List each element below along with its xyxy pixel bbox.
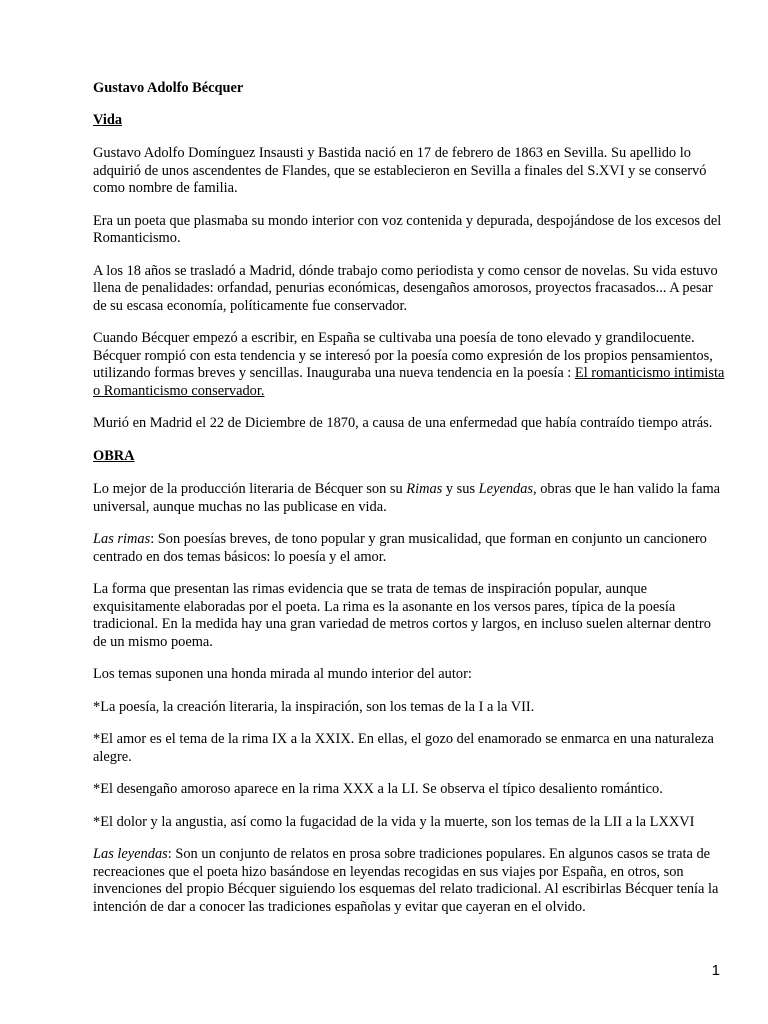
leyendas-text: : Son un conjunto de relatos en prosa sobre tradiciones populares. En algunos casos se trata de recreaciones que el poeta hizo basándose en leyendas recogidas en sus viajes por España, en otros, son invenciones del propio Bécquer siguiendo los esquemas del relato tradicional. Al escribirlas Bécquer tenía la intención de dar a conocer las tradiciones españolas y evitar que cayeran en el olvido. bbox=[93, 846, 719, 915]
paragraph-vida-poet: Era un poeta que plasmaba su mondo interior con voz contenida y depurada, despojándose de los excesos del Romanticismo. bbox=[93, 212, 722, 246]
tema-item-3: *El desengaño amoroso aparece en la rima XXX a la LI. Se observa el típico desaliento romántico. bbox=[93, 781, 663, 797]
tema-item-2: *El amor es el tema de la rima IX a la XXIX. En ellas, el gozo del enamorado se enmarca en una naturaleza alegre. bbox=[93, 731, 714, 765]
rimas-italic: Rimas bbox=[406, 481, 443, 497]
rimas-label: Las rimas bbox=[93, 531, 151, 547]
paragraph-vida-birth: Gustavo Adolfo Domínguez Insausti y Bastida nació en 17 de febrero de 1863 en Sevilla. Su apellido lo adquirió de unos ascendentes de Flandes, que se establecieron en Sevilla a finales del S.XVI y se conservó como nombre de familia. bbox=[93, 145, 707, 196]
paragraph-vida-style bbox=[93, 330, 728, 400]
paragraph-vida-madrid: A los 18 años se trasladó a Madrid, dónde trabajo como periodista y como censor de novelas. Su vida estuvo llena de penalidades: orfandad, penurias económicas, desengaños amorosos, proyectos fracasados... A pesar de su escasa economía, políticamente fue conservador. bbox=[93, 262, 718, 314]
document-page bbox=[93, 80, 728, 931]
tema-item-1: *La poesía, la creación literaria, la inspiración, son los temas de la I a la VII. bbox=[93, 698, 535, 715]
obra-intro-text-c: , obras que le han valido la fama universal, aunque muchas no las publicase en vida. bbox=[93, 481, 721, 515]
paragraph-vida-style-text: Cuando Bécquer empezó a escribir, en España se cultivaba una poesía de tono elevado y grandilocuente. Bécquer rompió con esta tendencia y se interesó por la poesía como expresión de los propios pensamientos, utilizando formas breves y sencillas. Inauguraba una nueva tendencia en la poesía : bbox=[93, 330, 713, 381]
paragraph-temas-intro: Los temas suponen una honda mirada al mundo interior del autor: bbox=[93, 666, 472, 682]
tema-item-4: *El dolor y la angustia, así como la fugacidad de la vida y la muerte, son los temas de la LII a la LXXVI bbox=[93, 813, 695, 830]
paragraph-leyendas bbox=[93, 846, 728, 916]
rimas-text: : Son poesías breves, de tono popular y gran musicalidad, que forman en conjunto un cancionero centrado en dos temas básicos: lo poesía y el amor. bbox=[93, 531, 707, 565]
paragraph-rimas-forma: La forma que presentan las rimas evidencia que se trata de temas de inspiración popular, aunque exquisitamente elaboradas por el poeta. La rima es la asonante en los versos pares, típica de la poesía tradicional. En la medida hay una gran variedad de metros cortos y largos, en incluso suelen alternar dentro de un mismo poema. bbox=[93, 581, 711, 650]
section-heading-vida: Vida bbox=[93, 111, 123, 128]
paragraph-vida-death: Murió en Madrid el 22 de Diciembre de 1870, a causa de una enfermedad que había contraído tiempo atrás. bbox=[93, 415, 713, 431]
paragraph-obra-intro bbox=[93, 481, 728, 516]
obra-intro-text-b: y sus bbox=[442, 481, 479, 497]
leyendas-label: Las leyendas bbox=[93, 846, 168, 862]
obra-intro-text-a: Lo mejor de la producción literaria de Bécquer son su bbox=[93, 481, 407, 497]
romanticismo-intimista-underlined: El romanticismo intimista o Romanticismo conservador. bbox=[93, 365, 725, 399]
paragraph-rimas bbox=[93, 531, 728, 566]
section-heading-obra: OBRA bbox=[93, 447, 135, 464]
document-title: Gustavo Adolfo Bécquer bbox=[93, 80, 244, 96]
leyendas-italic: Leyendas bbox=[478, 481, 534, 497]
page-number: 1 bbox=[711, 962, 720, 979]
